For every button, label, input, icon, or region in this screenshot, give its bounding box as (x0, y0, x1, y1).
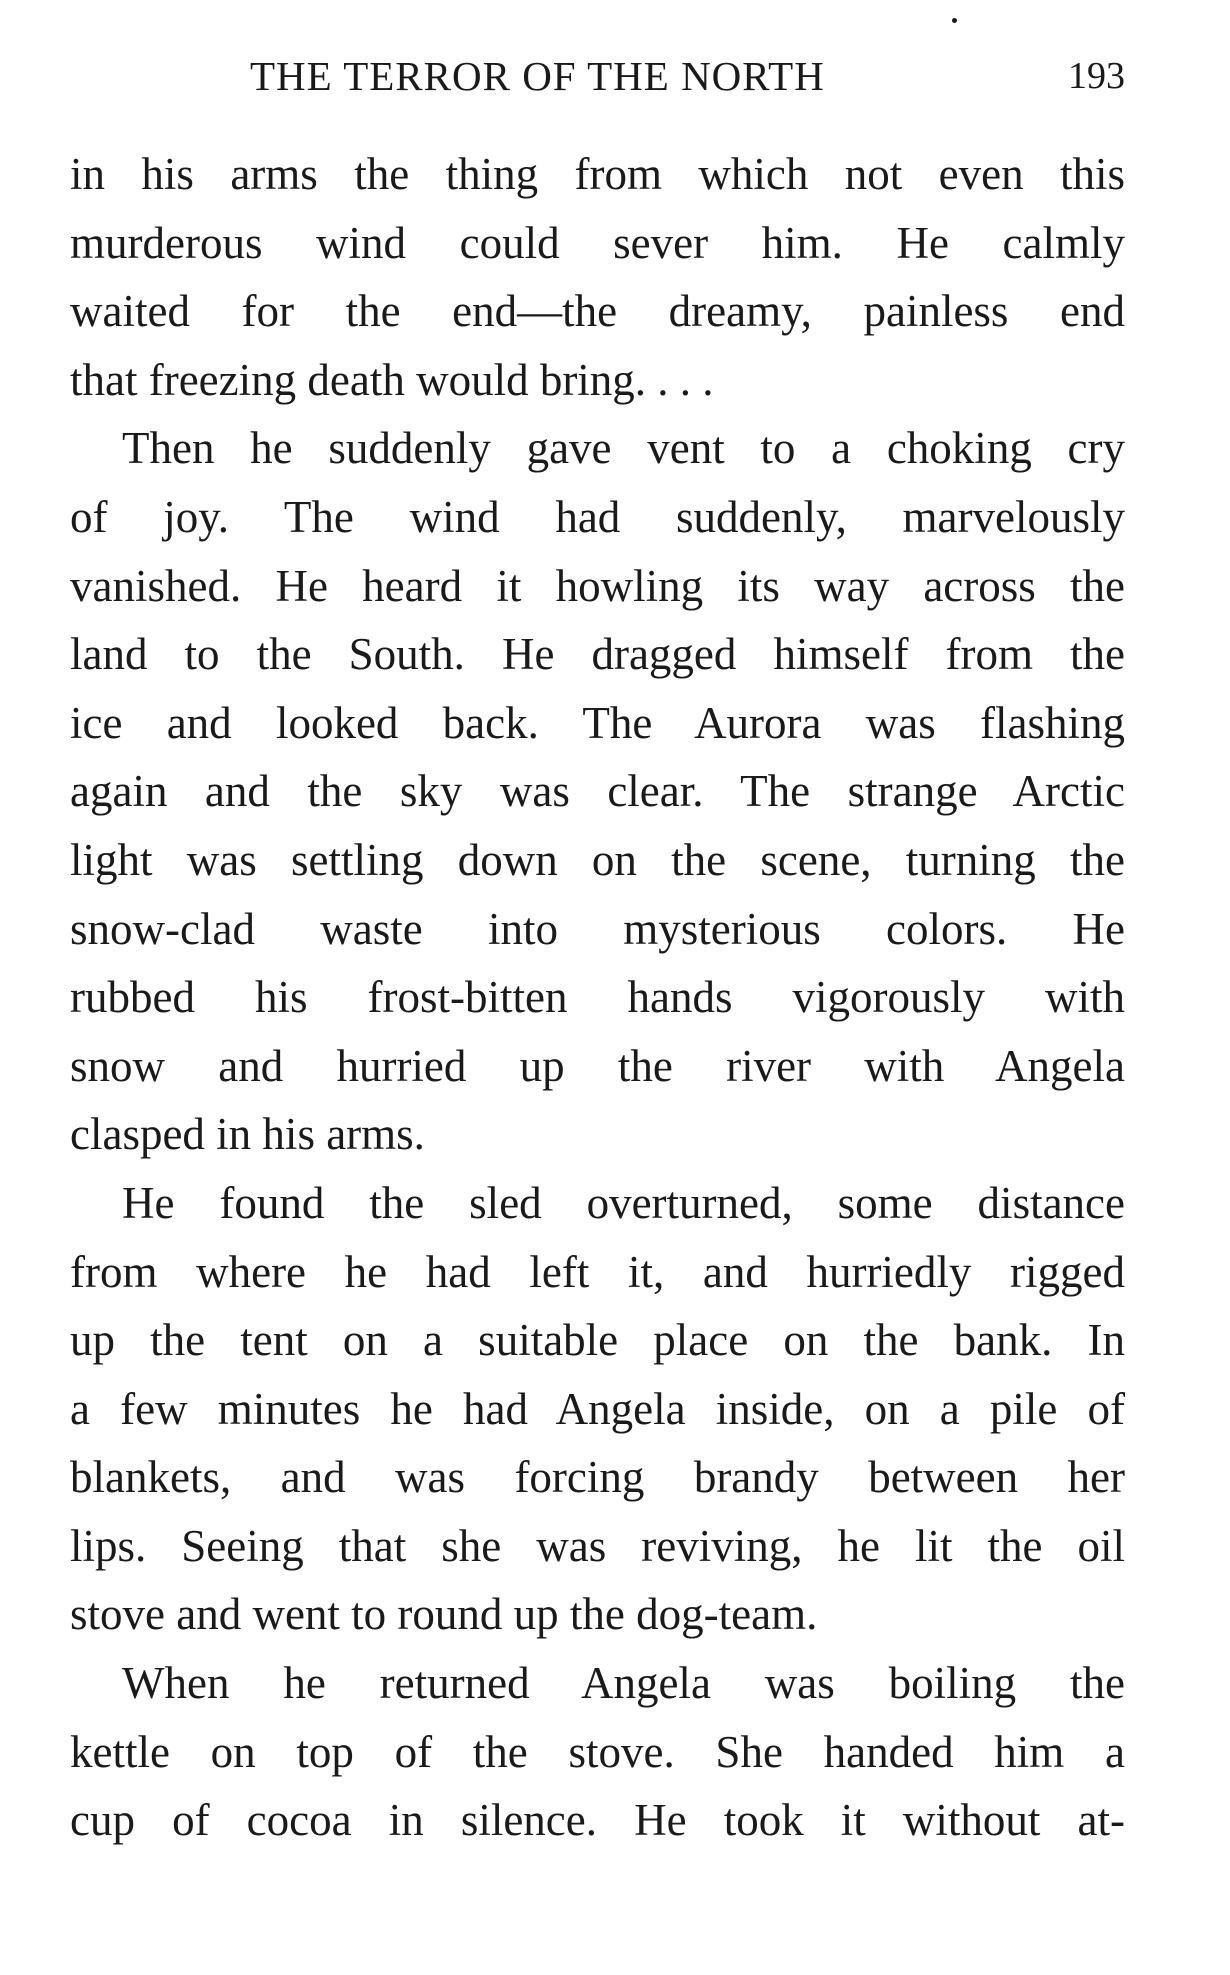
text-line: of joy. The wind had suddenly, marvelously (70, 491, 1125, 542)
text-line: land to the South. He dragged himself from the (70, 629, 1125, 680)
print-speck (952, 18, 957, 23)
text-line: cup of cocoa in silence. He took it without at- (70, 1795, 1125, 1846)
text-line: vanished. He heard it howling its way across the (70, 560, 1125, 611)
text-line: waited for the end—the dreamy, painless end (70, 286, 1125, 337)
running-title: THE TERROR OF THE NORTH (250, 53, 825, 99)
text-line: clasped in his arms. (70, 1109, 425, 1160)
text-line: a few minutes he had Angela inside, on a pile of (70, 1383, 1125, 1434)
text-line: in his arms the thing from which not even this (70, 149, 1125, 199)
text-line: snow and hurried up the river with Angela (70, 1040, 1125, 1091)
text-line: light was settling down on the scene, turning the (70, 834, 1125, 885)
text-line: that freezing death would bring. . . . (70, 354, 714, 405)
text-line: from where he had left it, and hurriedly rigged (70, 1246, 1125, 1297)
text-line: He found the sled overturned, some distance (122, 1177, 1125, 1228)
text-line: up the tent on a suitable place on the bank. In (70, 1315, 1125, 1366)
text-line: ice and looked back. The Aurora was flashing (70, 697, 1125, 748)
text-line: When he returned Angela was boiling the (122, 1658, 1125, 1709)
text-line: kettle on top of the stove. She handed him a (70, 1726, 1125, 1777)
text-line: rubbed his frost-bitten hands vigorously with (70, 972, 1125, 1023)
page-number: 193 (1068, 55, 1125, 97)
running-head (70, 52, 1125, 112)
body-text (70, 140, 1125, 1855)
text-line: lips. Seeing that she was reviving, he lit the oil (70, 1520, 1125, 1571)
text-line: Then he suddenly gave vent to a choking cry (122, 423, 1125, 474)
text-line: snow-clad waste into mysterious colors. He (70, 903, 1125, 954)
text-line: murderous wind could sever him. He calmly (70, 217, 1125, 268)
text-line: again and the sky was clear. The strange Arctic (70, 766, 1125, 817)
text-line: stove and went to round up the dog-team. (70, 1589, 818, 1640)
text-line: blankets, and was forcing brandy between her (70, 1452, 1125, 1503)
